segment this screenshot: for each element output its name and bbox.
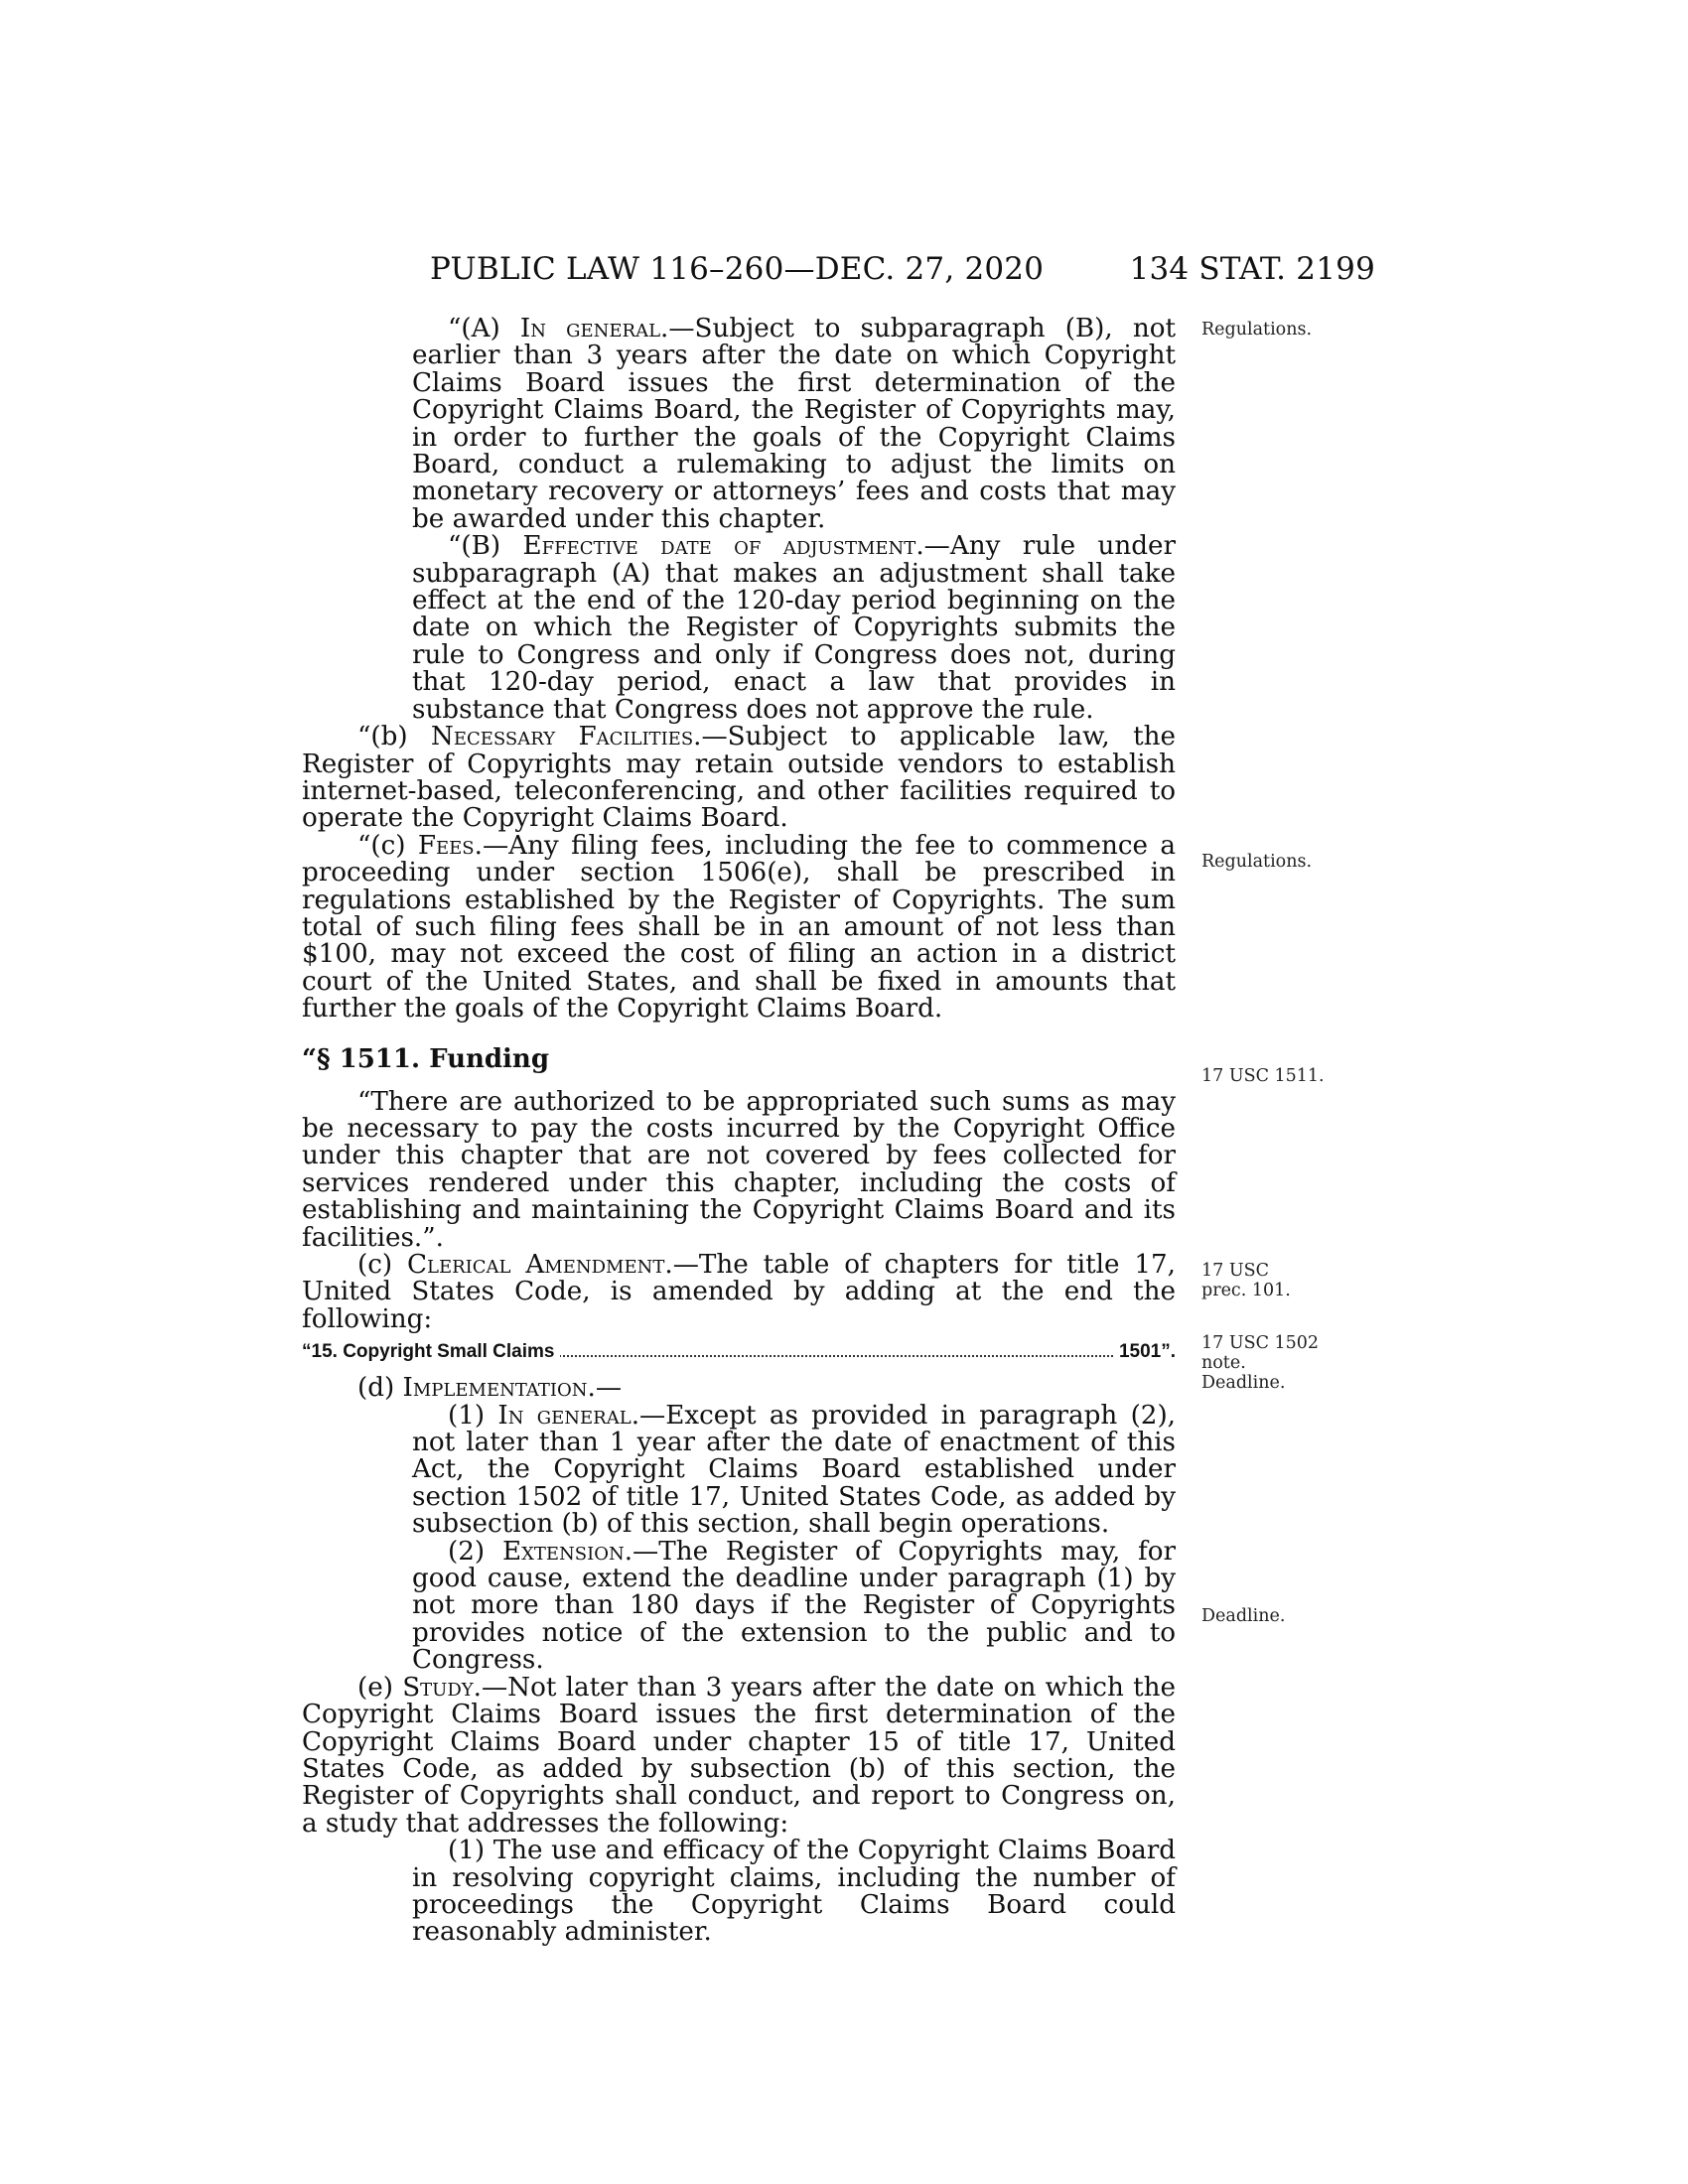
- margin-note-line: prec. 101.: [1201, 1281, 1291, 1300]
- running-head: [430, 246, 1375, 292]
- subsection-b-heading: Necessary Facilities: [430, 722, 694, 752]
- paragraph-d2-extension: [302, 1536, 1177, 1676]
- subsection-e-heading: Study: [402, 1672, 474, 1703]
- paragraph-d1-number: (1): [448, 1400, 498, 1431]
- paragraph-a-in-general: [302, 316, 1176, 533]
- subsection-e-study: [302, 1672, 1176, 1839]
- clerical-text: .—The table of chapters for title 17, United States Code, is amended by adding at the end the following:: [302, 1250, 1176, 1334]
- paragraph-b-text: .—Any rule under subparagraph (A) that makes an adjustment shall take effect at the end of the 120-day period beginning on the date on which the Register of Copyrights submits the rule to Congress and only if Congress does not, during that 120-day period, enact a law that provides in substance that Congress does not approve the rule.: [412, 531, 1176, 725]
- margin-note-17-usc-1511: 17 USC 1511.: [1201, 1066, 1325, 1086]
- header-law-citation: PUBLIC LAW 116–260—DEC. 27, 2020: [430, 251, 1045, 287]
- subsection-b-necessary-facilities: [302, 724, 1176, 833]
- margin-note-line: Deadline.: [1201, 1373, 1286, 1393]
- paragraph-a-heading: In general: [519, 314, 661, 343]
- table-of-chapters-entry: [302, 1337, 1176, 1367]
- paragraph-a-text: .—Subject to subparagraph (B), not earlier than 3 years after the date on which Copyright Claims Board issues the first determination of the Copyright Claims Board, the Register of Copyrights may, in order to further the goals of the Copyright Claims Board, conduct a rulemaking to adjust the limits on monetary recovery or attorneys’ fees and costs that may be awarded under this chapter.: [412, 314, 1177, 534]
- subsection-e-text: .—Not later than 3 years after the date on which the Copyright Claims Board issues the first determination of the Copyright Claims Board under chapter 15 of title 17, United States Code, as added by subsection (b) of this section, the Register of Copyrights shall conduct, and report to Congress on, a study that addresses the following:: [302, 1672, 1176, 1839]
- paragraph-d1-heading: In general: [497, 1400, 632, 1431]
- subsection-d-implementation: [302, 1375, 1176, 1402]
- paragraph-b-heading: Effective date of adjustment: [522, 531, 916, 562]
- toc-chapter-title: “15. Copyright Small Claims: [302, 1341, 560, 1362]
- section-1511-heading: “§ 1511. Funding: [302, 1043, 550, 1074]
- subsection-e-number: (e): [357, 1672, 403, 1703]
- margin-note-17-usc-prec-101: [1201, 1261, 1350, 1300]
- subsection-c-text: .—Any filing fees, including the fee to commence a proceeding under section 1506(e), shall be prescribed in regulations established by the Register of Copyrights. The sum total of such filing fees shall be in an amount of not less than $100, may not exceed the cost of filing an action in a district court of the United States, and shall be fixed in amounts that further the goals of the Copyright Claims Board.: [302, 830, 1176, 1024]
- margin-note-line: 17 USC: [1201, 1261, 1269, 1281]
- clerical-heading: Clerical Amendment: [406, 1250, 665, 1280]
- margin-note-regulations-2: Regulations.: [1201, 852, 1313, 872]
- clerical-amendment: [302, 1252, 1176, 1333]
- subsection-b-number: “(b): [357, 722, 431, 752]
- paragraph-d2-number: (2): [448, 1536, 502, 1567]
- subsection-d-number: (d): [357, 1373, 403, 1404]
- margin-note-line: note.: [1201, 1353, 1246, 1373]
- paragraph-e1-use-and-efficacy: (1) The use and efficacy of the Copyright Claims Board in resolving copyright claims, including the number of proceedings the Copyright Claims Board could reasonably administer.: [412, 1836, 1176, 1948]
- subsection-c-fees: [302, 830, 1176, 1024]
- paragraph-d2-text: .—The Register of Copyrights may, for good cause, extend the deadline under paragraph (1) by not more than 180 days if the Register of Copyrights provides notice of the extension to the public and to Congress.: [412, 1536, 1177, 1676]
- subsection-b-text: .—Subject to applicable law, the Register of Copyrights may retain outside vendors to establish internet-based, teleconferencing, and other facilities required to operate the Copyright Claims Board.: [302, 722, 1176, 834]
- margin-note-line: 17 USC 1502: [1201, 1333, 1320, 1353]
- paragraph-a-number: “(A): [448, 314, 520, 343]
- subsection-c-heading: Fees: [417, 830, 475, 861]
- paragraph-d1-text: .—Except as provided in paragraph (2), not later than 1 year after the date of enactment of this Act, the Copyright Claims Board established under section 1502 of title 17, United States Code, as added by subsection (b) of this section, shall begin operations.: [412, 1400, 1176, 1540]
- margin-note-regulations-1: Regulations.: [1201, 320, 1313, 340]
- funding-text: “There are authorized to be appropriated such sums as may be necessary to pay the costs incurred by the Copyright Office under this chapter that are not covered by fees collected for services rendered under this chapter, including the costs of establishing and maintaining the Copyright Claims Board and its facilities.”.: [302, 1086, 1176, 1253]
- toc-section-number: 1501”.: [1113, 1337, 1176, 1367]
- margin-note-deadline: Deadline.: [1201, 1606, 1286, 1626]
- paragraph-b-effective-date: [302, 533, 1176, 724]
- subsection-d-text: .—: [587, 1373, 623, 1404]
- header-page-number: 134 STAT. 2199: [1129, 251, 1375, 287]
- subsection-c-number: “(c): [357, 830, 418, 861]
- clerical-number: (c): [357, 1250, 407, 1280]
- paragraph-d1-in-general: [302, 1400, 1176, 1540]
- paragraph-b-number: “(B): [448, 531, 523, 562]
- statute-body: [302, 316, 1176, 1947]
- subsection-d-heading: Implementation: [402, 1373, 588, 1404]
- paragraph-d2-heading: Extension: [501, 1536, 625, 1567]
- margin-note-17-usc-1502-note: [1201, 1333, 1350, 1393]
